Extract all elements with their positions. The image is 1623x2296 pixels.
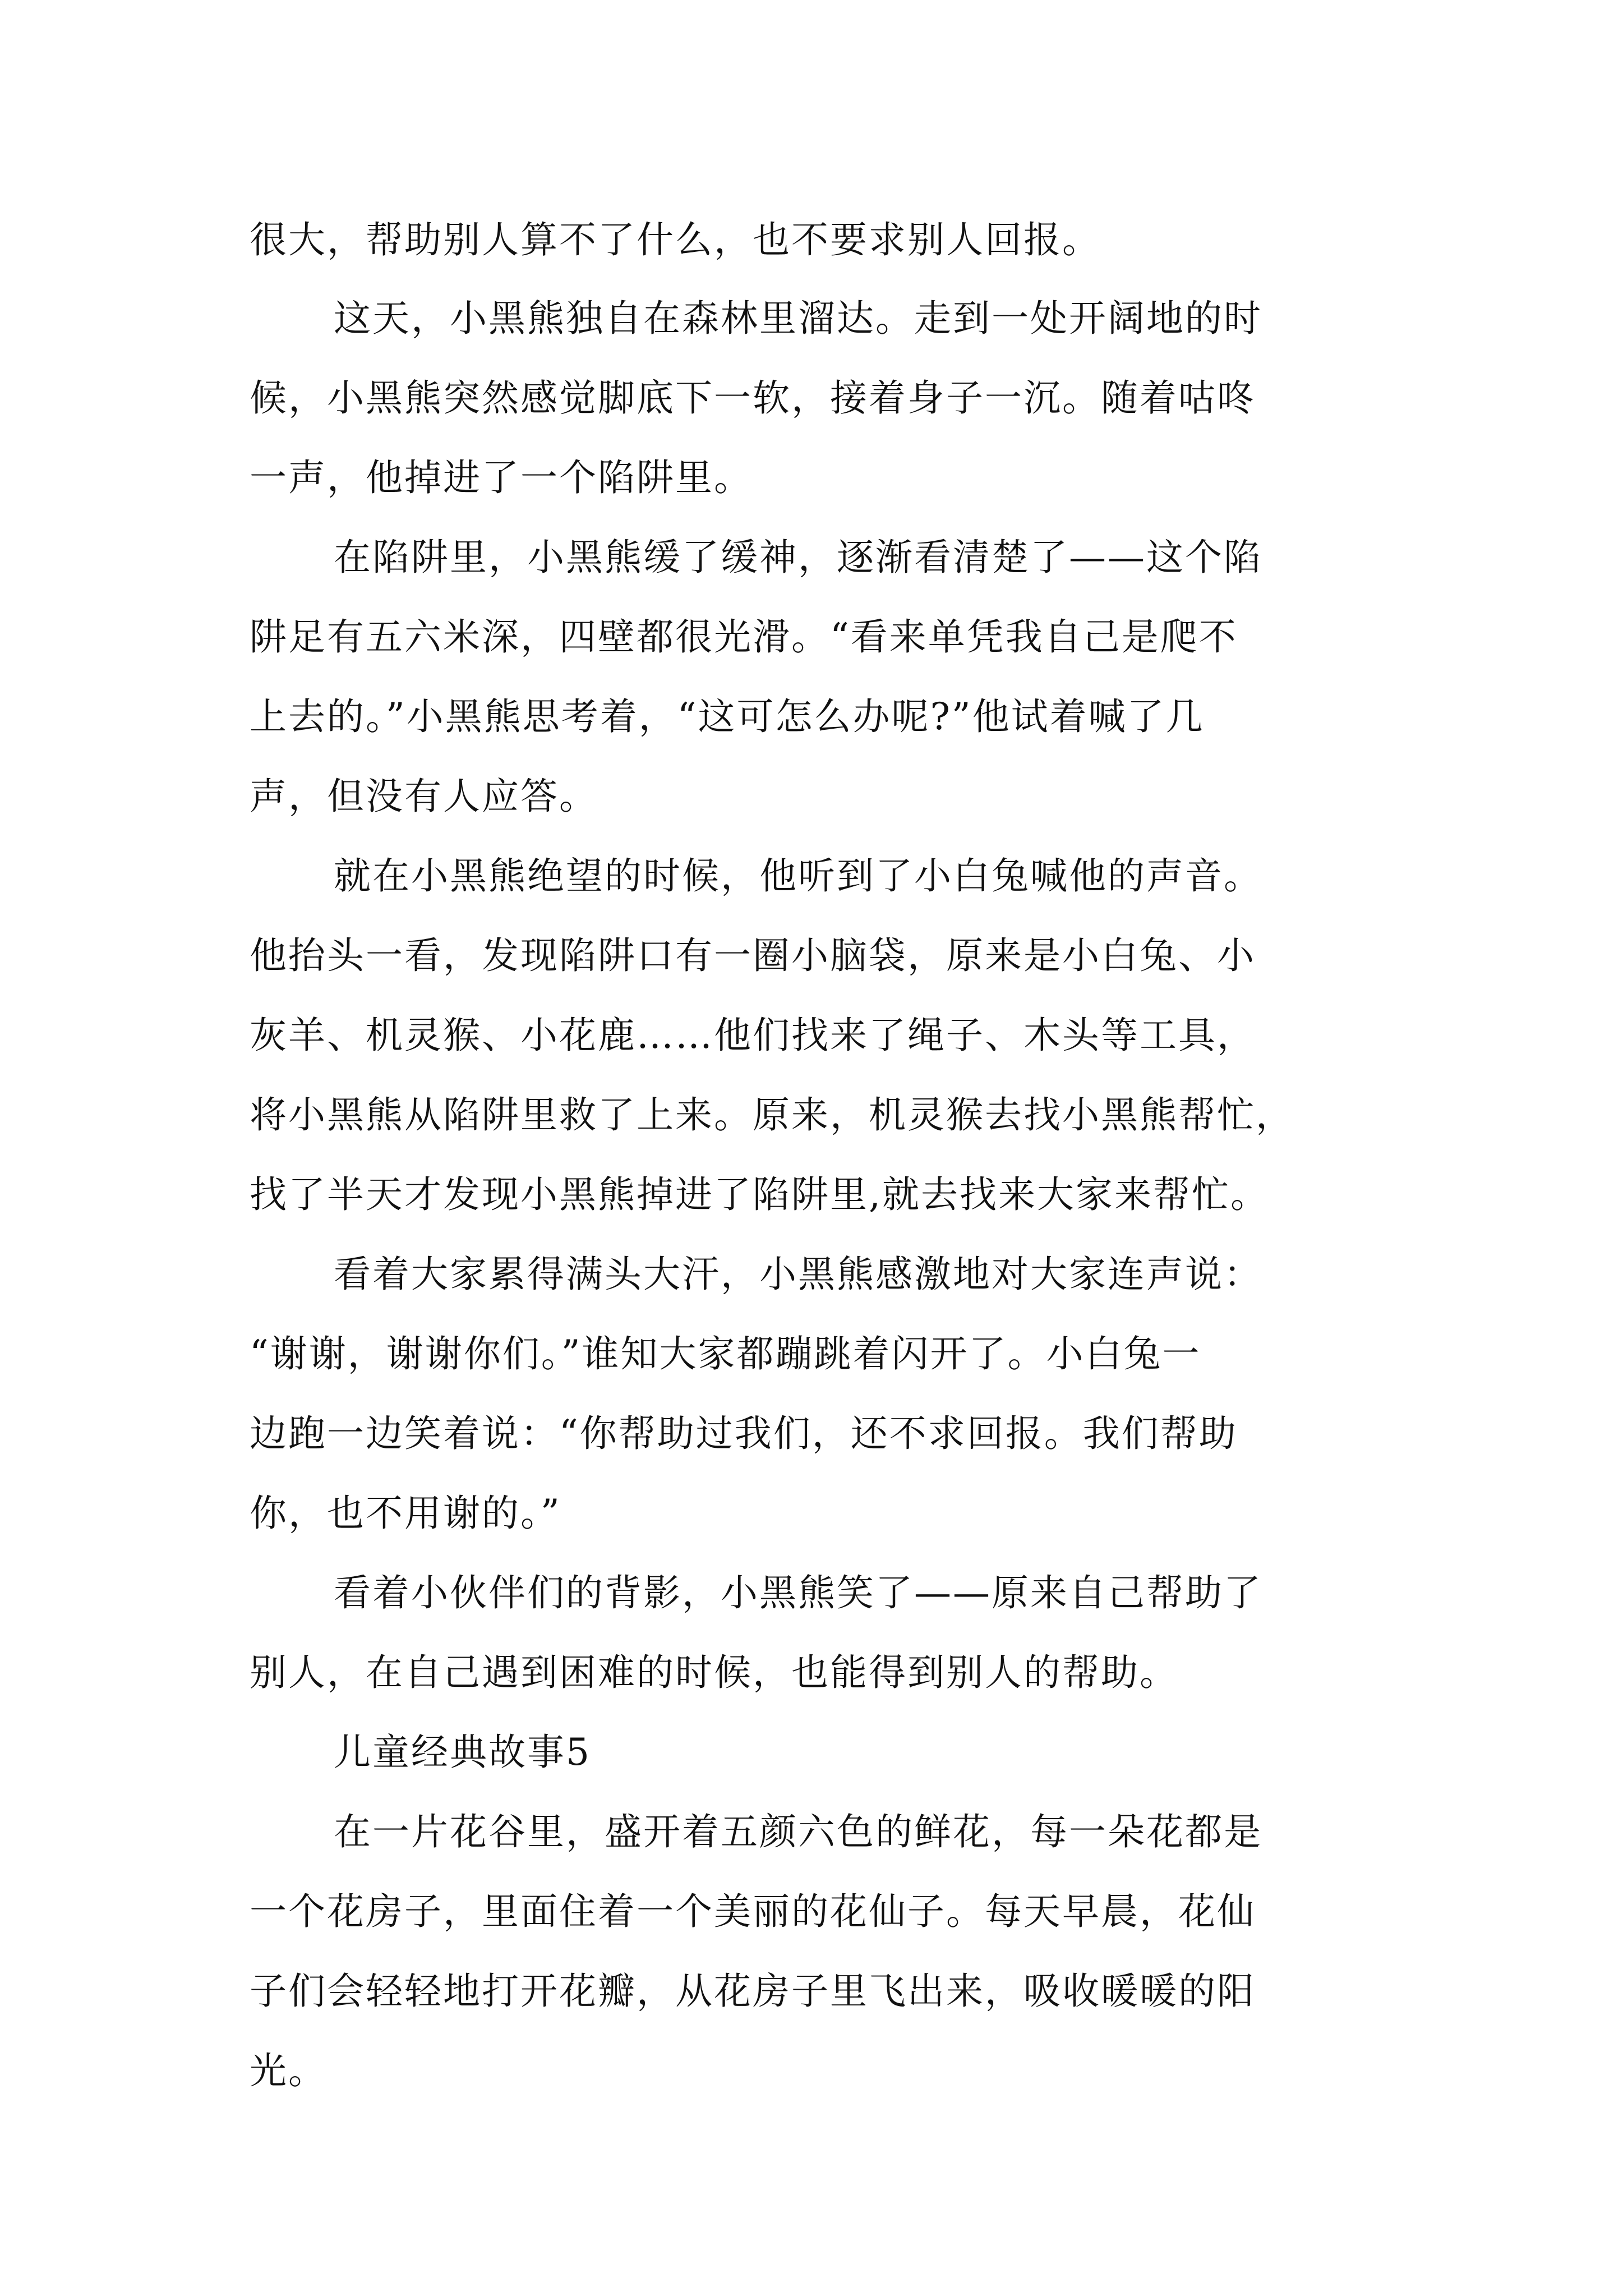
- text-line-4: 一声，他掉进了一个陷阱里。: [250, 456, 753, 499]
- text-line-9: 就在小黑熊绝望的时候，他听到了小白兔喊他的声音。: [334, 854, 1262, 898]
- text-line-18: 看着小伙伴们的背影，小黑熊笑了——原来自己帮助了: [334, 1571, 1262, 1614]
- text-line-8: 声，但没有人应答。: [250, 775, 598, 818]
- text-line-14: 看着大家累得满头大汗，小黑熊感激地对大家连声说：: [334, 1253, 1262, 1296]
- text-line-10: 他抬头一看，发现陷阱口有一圈小脑袋，原来是小白兔、小: [250, 934, 1256, 977]
- text-line-19: 别人，在自己遇到困难的时候，也能得到别人的帮助。: [250, 1651, 1178, 1694]
- text-line-24: 光。: [250, 2049, 327, 2092]
- text-line-5: 在陷阱里，小黑熊缓了缓神，逐渐看清楚了——这个陷: [334, 536, 1262, 579]
- text-line-21: 在一片花谷里，盛开着五颜六色的鲜花，每一朵花都是: [334, 1810, 1262, 1853]
- text-line-6: 阱足有五六米深，四壁都很光滑。“看来单凭我自己是爬不: [250, 615, 1238, 659]
- text-line-13: 找了半天才发现小黑熊掉进了陷阱里,就去找来大家来帮忙。: [250, 1173, 1269, 1216]
- text-line-2: 这天，小黑熊独自在森林里溜达。走到一处开阔地的时: [334, 297, 1262, 340]
- text-line-22: 一个花房子，里面住着一个美丽的花仙子。每天早晨，花仙: [250, 1890, 1256, 1933]
- text-line-7: 上去的。”小黑熊思考着，“这可怎么办呢?”他试着喊了几: [250, 695, 1205, 738]
- text-line-16: 边跑一边笑着说：“你帮助过我们，还不求回报。我们帮助: [250, 1412, 1238, 1455]
- text-line-3: 候，小黑熊突然感觉脚底下一软，接着身子一沉。随着咕咚: [250, 376, 1256, 420]
- text-line-17: 你，也不用谢的。”: [250, 1492, 561, 1535]
- text-line-12: 将小黑熊从陷阱里救了上来。原来，机灵猴去找小黑熊帮忙，: [250, 1093, 1294, 1137]
- text-line-1: 很大，帮助别人算不了什么，也不要求别人回报。: [250, 218, 1101, 261]
- text-line-23: 子们会轻轻地打开花瓣，从花房子里飞出来，吸收暖暖的阳: [250, 1970, 1256, 2013]
- text-line-11: 灰羊、机灵猴、小花鹿……他们找来了绳子、木头等工具，: [250, 1014, 1256, 1057]
- text-line-15: “谢谢，谢谢你们。”谁知大家都蹦跳着闪开了。小白兔一: [250, 1332, 1201, 1375]
- section-heading: 儿童经典故事5: [334, 1731, 591, 1774]
